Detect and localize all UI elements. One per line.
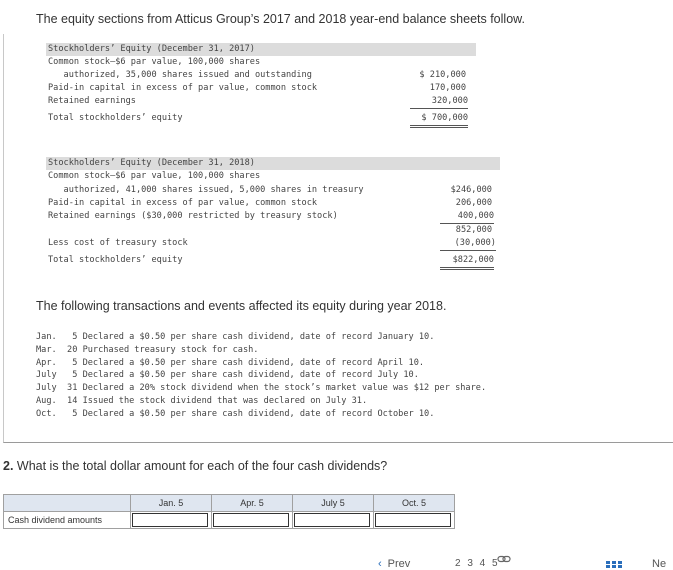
jan5-amount-input[interactable]: [132, 513, 208, 527]
oct5-cell: [374, 512, 455, 529]
bs2017-retained-amount: 320,000: [410, 95, 468, 109]
cash-dividend-row: [4, 512, 455, 529]
bs2017-header: [46, 43, 476, 56]
grid-icon[interactable]: [606, 561, 622, 568]
column-header-oct5: Oct. 5: [374, 495, 455, 512]
bs2018-paid-in-amount: 206,000: [455, 198, 492, 208]
column-header-july5: July 5: [293, 495, 374, 512]
answer-table-header-row: [4, 495, 455, 512]
oct5-amount-input[interactable]: [375, 513, 451, 527]
transaction-line: July 31 Declared a 20% stock dividend when the stock’s market value was $12 per share.: [36, 383, 487, 394]
prev-button[interactable]: [378, 558, 410, 570]
row-label-cash-dividend: Cash dividend amounts: [4, 512, 131, 529]
transaction-line: Aug. 14 Issued the stock dividend that was declared on July 31.: [36, 395, 368, 406]
bs2018-treasury-amount: (30,000): [440, 237, 496, 251]
bs2018-line1: Common stock—$6 par value, 100,000 shares: [48, 171, 261, 181]
next-button[interactable]: Ne: [652, 558, 667, 570]
bs2017-total-amount: $ 700,000: [410, 112, 468, 128]
column-header-apr5: Apr. 5: [212, 495, 293, 512]
bs2018-total-label: Total stockholders’ equity: [48, 255, 183, 265]
july5-cell: [293, 512, 374, 529]
apr5-amount-input[interactable]: [213, 513, 289, 527]
transactions-intro: The following transactions and events affected its equity during year 2018.: [36, 299, 447, 313]
header-blank-cell: [4, 495, 131, 512]
question-number: 2.: [3, 459, 14, 473]
bs2018-line4: Retained earnings ($30,000 restricted by treasury stock): [48, 211, 338, 221]
bs2018-retained-amount: 400,000: [440, 210, 494, 224]
transaction-line: July 5 Declared a $0.50 per share cash dividend, date of record July 10.: [36, 370, 419, 381]
transaction-line: Apr. 5 Declared a $0.50 per share cash dividend, date of record April 10.: [36, 357, 425, 368]
prev-label: Prev: [387, 558, 411, 570]
column-header-jan5: Jan. 5: [131, 495, 212, 512]
transaction-line: Jan. 5 Declared a $0.50 per share cash dividend, date of record January 10.: [36, 332, 435, 342]
transaction-line: Mar. 20 Purchased treasury stock for cash.: [36, 344, 259, 355]
bs2017-line4: Retained earnings: [48, 96, 136, 106]
bs2018-line3: Paid-in capital in excess of par value, common stock: [48, 198, 318, 208]
bs2017-line1: Common stock—$6 par value, 100,000 shares: [48, 57, 261, 67]
transaction-line: Oct. 5 Declared a $0.50 per share cash dividend, date of record October 10.: [36, 408, 435, 419]
bs2017-total-label: Total stockholders’ equity: [48, 113, 183, 123]
bs2018-subtotal-amount: 852,000: [455, 225, 492, 235]
bs2018-header-text: Stockholders’ Equity (December 31, 2018): [48, 158, 255, 168]
apr5-cell: [212, 512, 293, 529]
transactions-list: [36, 331, 486, 421]
bs2017-line3: Paid-in capital in excess of par value, common stock: [48, 83, 318, 93]
bs2018-common-stock-amount: $246,000: [450, 185, 492, 195]
bs2017-paid-in-amount: 170,000: [429, 83, 466, 93]
link-icon[interactable]: [497, 555, 511, 563]
chevron-left-icon: ‹: [378, 558, 382, 570]
intro-text: The equity sections from Atticus Group’s 2017 and 2018 year-end balance sheets follow.: [36, 12, 525, 26]
bs2018-total-amount: $822,000: [440, 254, 494, 270]
bs2017-common-stock-amount: $ 210,000: [419, 70, 466, 80]
bottom-navigation: [0, 556, 673, 570]
answer-table: [3, 494, 455, 529]
bs2018-line2: authorized, 41,000 shares issued, 5,000 shares in treasury: [48, 185, 364, 195]
balance-sheet-2018: [46, 157, 498, 272]
balance-sheet-2017: [46, 43, 474, 128]
page-numbers[interactable]: 2 3 4 5: [455, 558, 500, 569]
bs2017-header-text: Stockholders’ Equity (December 31, 2017): [48, 44, 255, 54]
bs2017-line2: authorized, 35,000 shares issued and outstanding: [48, 70, 312, 80]
bs2018-header: [46, 157, 500, 170]
jan5-cell: [131, 512, 212, 529]
question-text: What is the total dollar amount for each of the four cash dividends?: [13, 459, 388, 473]
july5-amount-input[interactable]: [294, 513, 370, 527]
bs2018-treasury-label: Less cost of treasury stock: [48, 238, 188, 248]
question-2: [3, 459, 387, 473]
